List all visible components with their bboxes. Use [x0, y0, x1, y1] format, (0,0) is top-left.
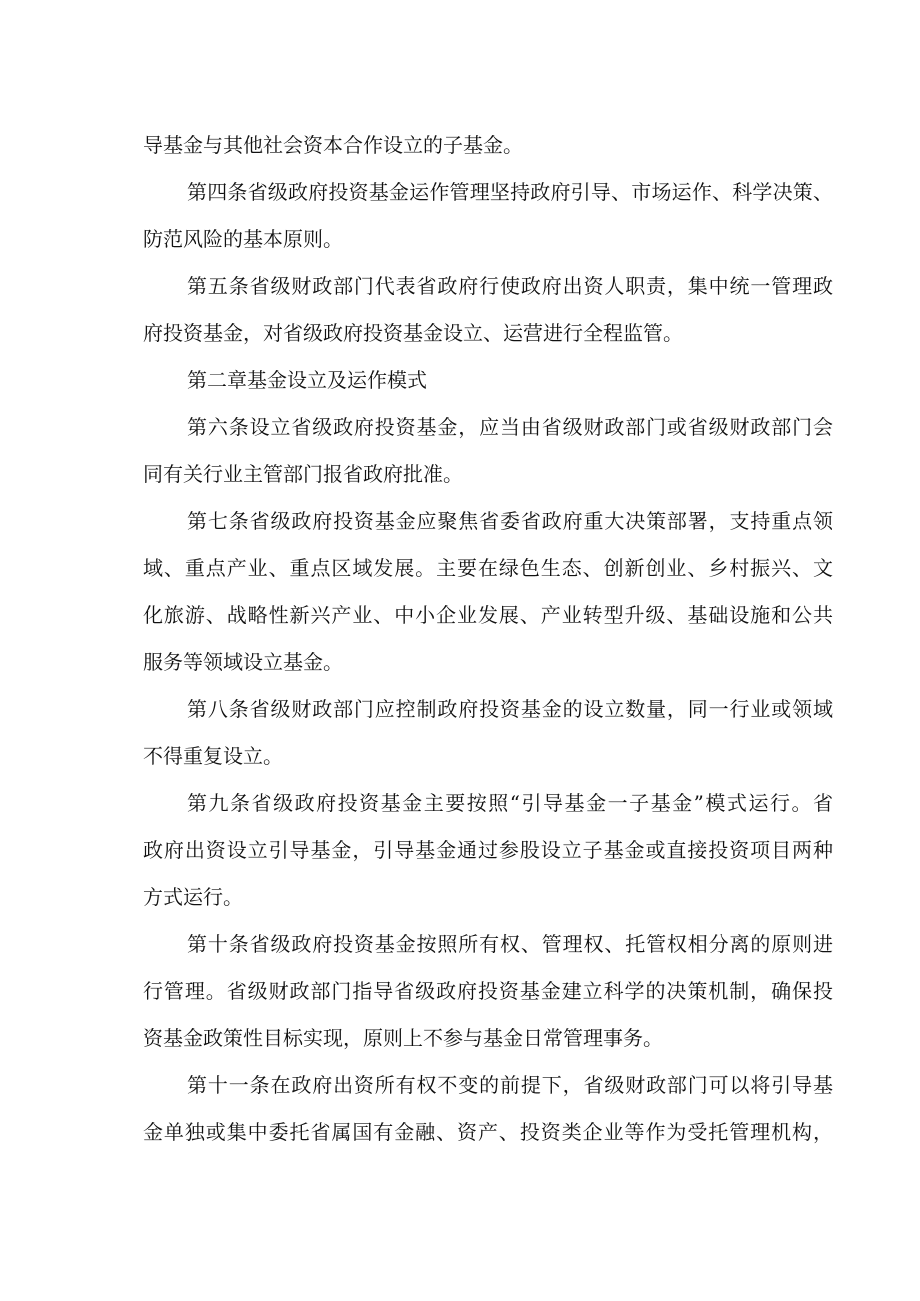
text-line: 第八条省级财政部门应控制政府投资基金的设立数量，同一行业或领域	[187, 697, 833, 721]
text-line: 第六条设立省级政府投资基金，应当由省级财政部门或省级财政部门会	[187, 415, 833, 439]
text-line: 资基金政策性目标实现，原则上不参与基金日常管理事务。	[143, 1026, 663, 1050]
text-line: 服务等领域设立基金。	[143, 650, 343, 674]
text-line: 第十条省级政府投资基金按照所有权、管理权、托管权相分离的原则进	[187, 932, 833, 956]
text-line: 第五条省级财政部门代表省政府行使政府出资人职责，集中统一管理政	[187, 274, 833, 298]
text-line: 化旅游、战略性新兴产业、中小企业发展、产业转型升级、基础设施和公共	[143, 603, 833, 627]
text-line: 导基金与其他社会资本合作设立的子基金。	[143, 133, 523, 157]
text-line: 不得重复设立。	[143, 744, 283, 768]
text-line: 第九条省级政府投资基金主要按照“引导基金一子基金”模式运行。省	[187, 791, 833, 815]
text-line: 同有关行业主管部门报省政府批准。	[143, 462, 463, 486]
document-body	[143, 122, 833, 1156]
text-line: 第十一条在政府出资所有权不变的前提下，省级财政部门可以将引导基	[187, 1073, 833, 1097]
text-line: 防范风险的基本原则。	[143, 227, 343, 251]
text-line: 行管理。省级财政部门指导省级政府投资基金建立科学的决策机制，确保投	[143, 979, 833, 1003]
text-line: 方式运行。	[143, 885, 243, 909]
text-line: 金单独或集中委托省属国有金融、资产、投资类企业等作为受托管理机构，	[143, 1120, 833, 1144]
text-line: 域、重点产业、重点区域发展。主要在绿色生态、创新创业、乡村振兴、文	[143, 556, 833, 580]
text-line: 第七条省级政府投资基金应聚焦省委省政府重大决策部署，支持重点领	[187, 509, 833, 533]
text-line: 第二章基金设立及运作模式	[187, 368, 427, 392]
text-line: 第四条省级政府投资基金运作管理坚持政府引导、市场运作、科学决策、	[187, 180, 833, 204]
text-line: 府投资基金，对省级政府投资基金设立、运营进行全程监管。	[143, 321, 683, 345]
text-line: 政府出资设立引导基金，引导基金通过参股设立子基金或直接投资项目两种	[143, 838, 833, 862]
